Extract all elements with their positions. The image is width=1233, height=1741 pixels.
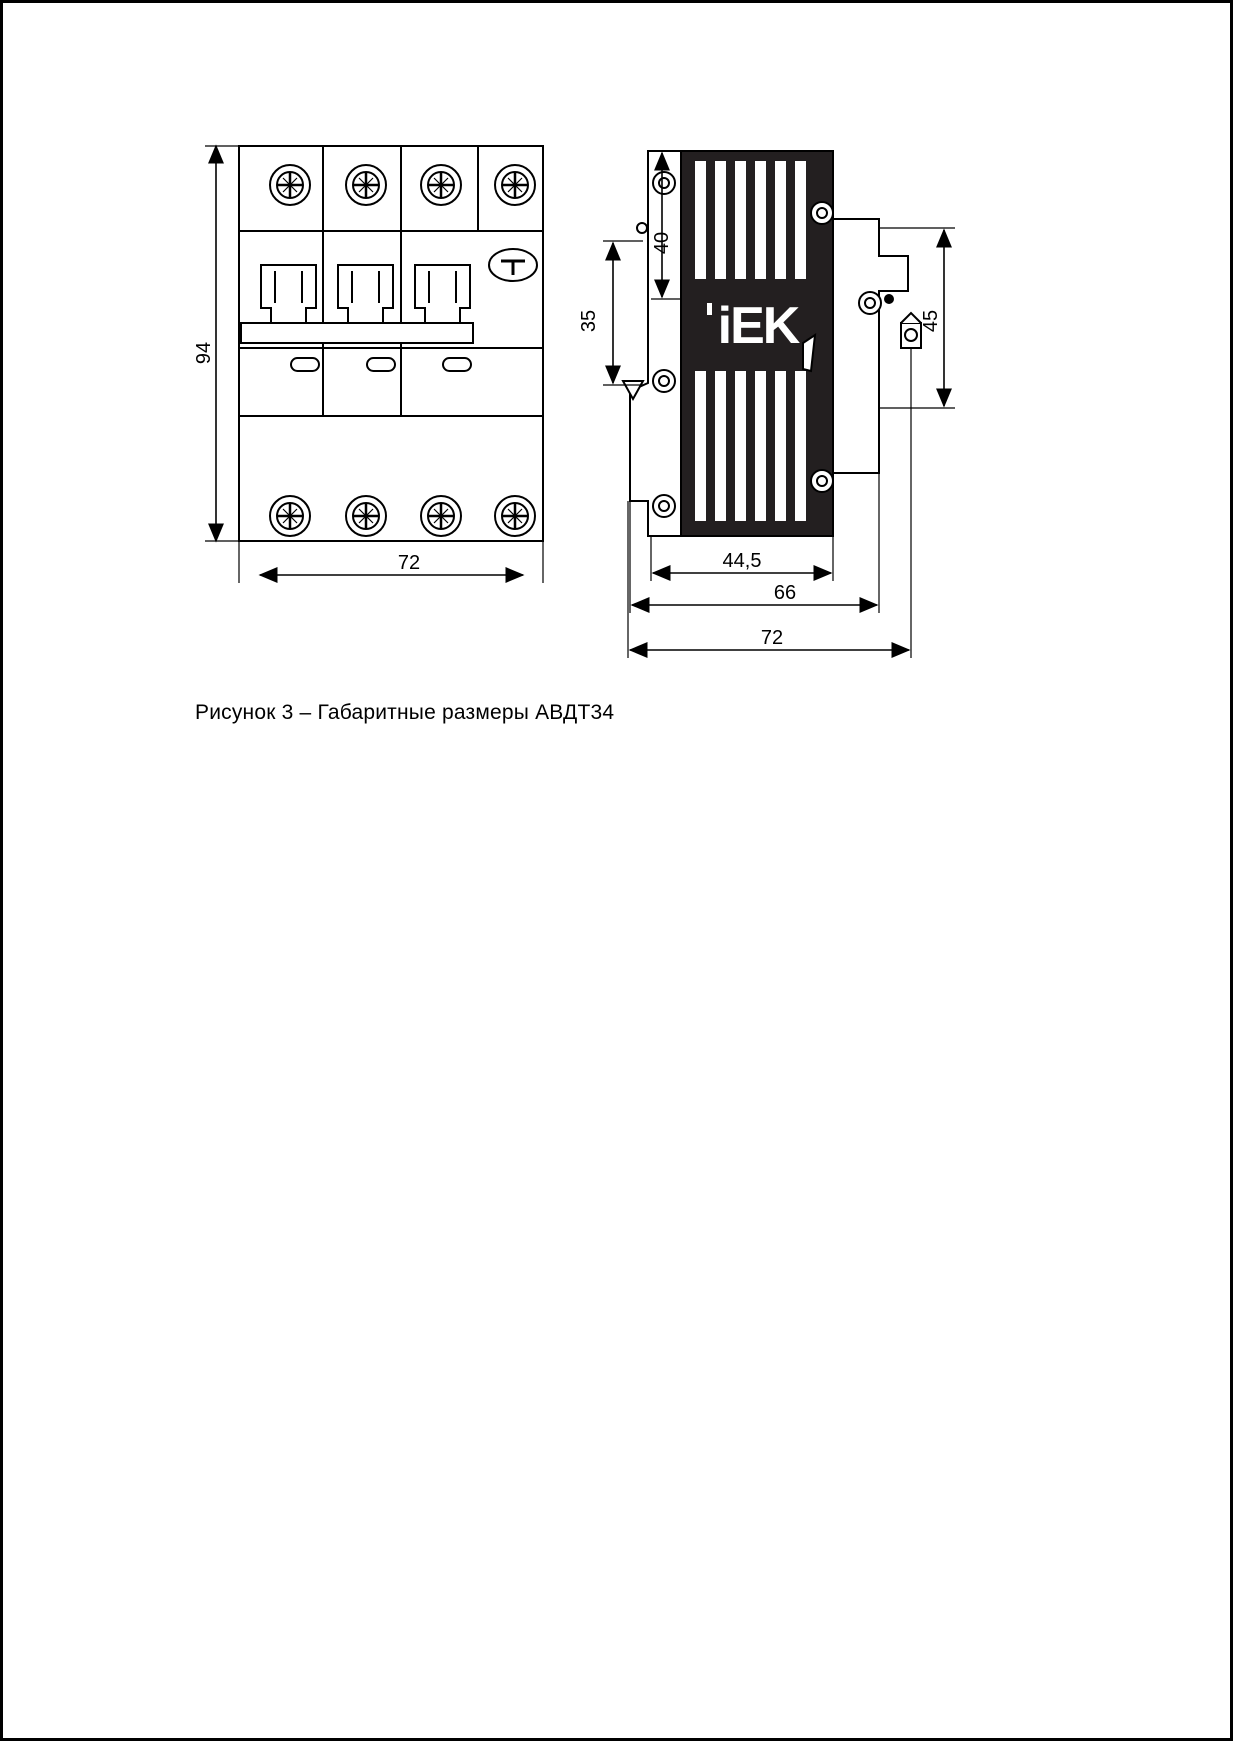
indicator-windows — [291, 358, 471, 371]
dimension-front-width-72 — [239, 541, 543, 583]
technical-drawing — [3, 3, 1233, 1741]
dimension-label-94: 94 — [193, 341, 215, 365]
dimension-label-66: 66 — [773, 582, 797, 604]
dimension-label-45: 45 — [920, 309, 942, 333]
side-view-din-clip — [623, 151, 681, 536]
figure-caption: Рисунок 3 – Габаритные размеры АВДТ34 — [195, 701, 615, 724]
dimension-label-front-72: 72 — [397, 552, 421, 574]
dimension-label-35: 35 — [578, 309, 600, 333]
dimension-label-40: 40 — [651, 231, 673, 255]
brand-logo-iek — [707, 297, 801, 355]
dimension-side-35 — [603, 241, 643, 385]
dimension-label-side-72: 72 — [760, 627, 784, 649]
test-button[interactable] — [489, 249, 537, 281]
dimension-label-44-5: 44,5 — [722, 550, 762, 572]
svg-text:iEK: iEK — [717, 297, 799, 355]
toggle-levers[interactable] — [241, 265, 473, 343]
